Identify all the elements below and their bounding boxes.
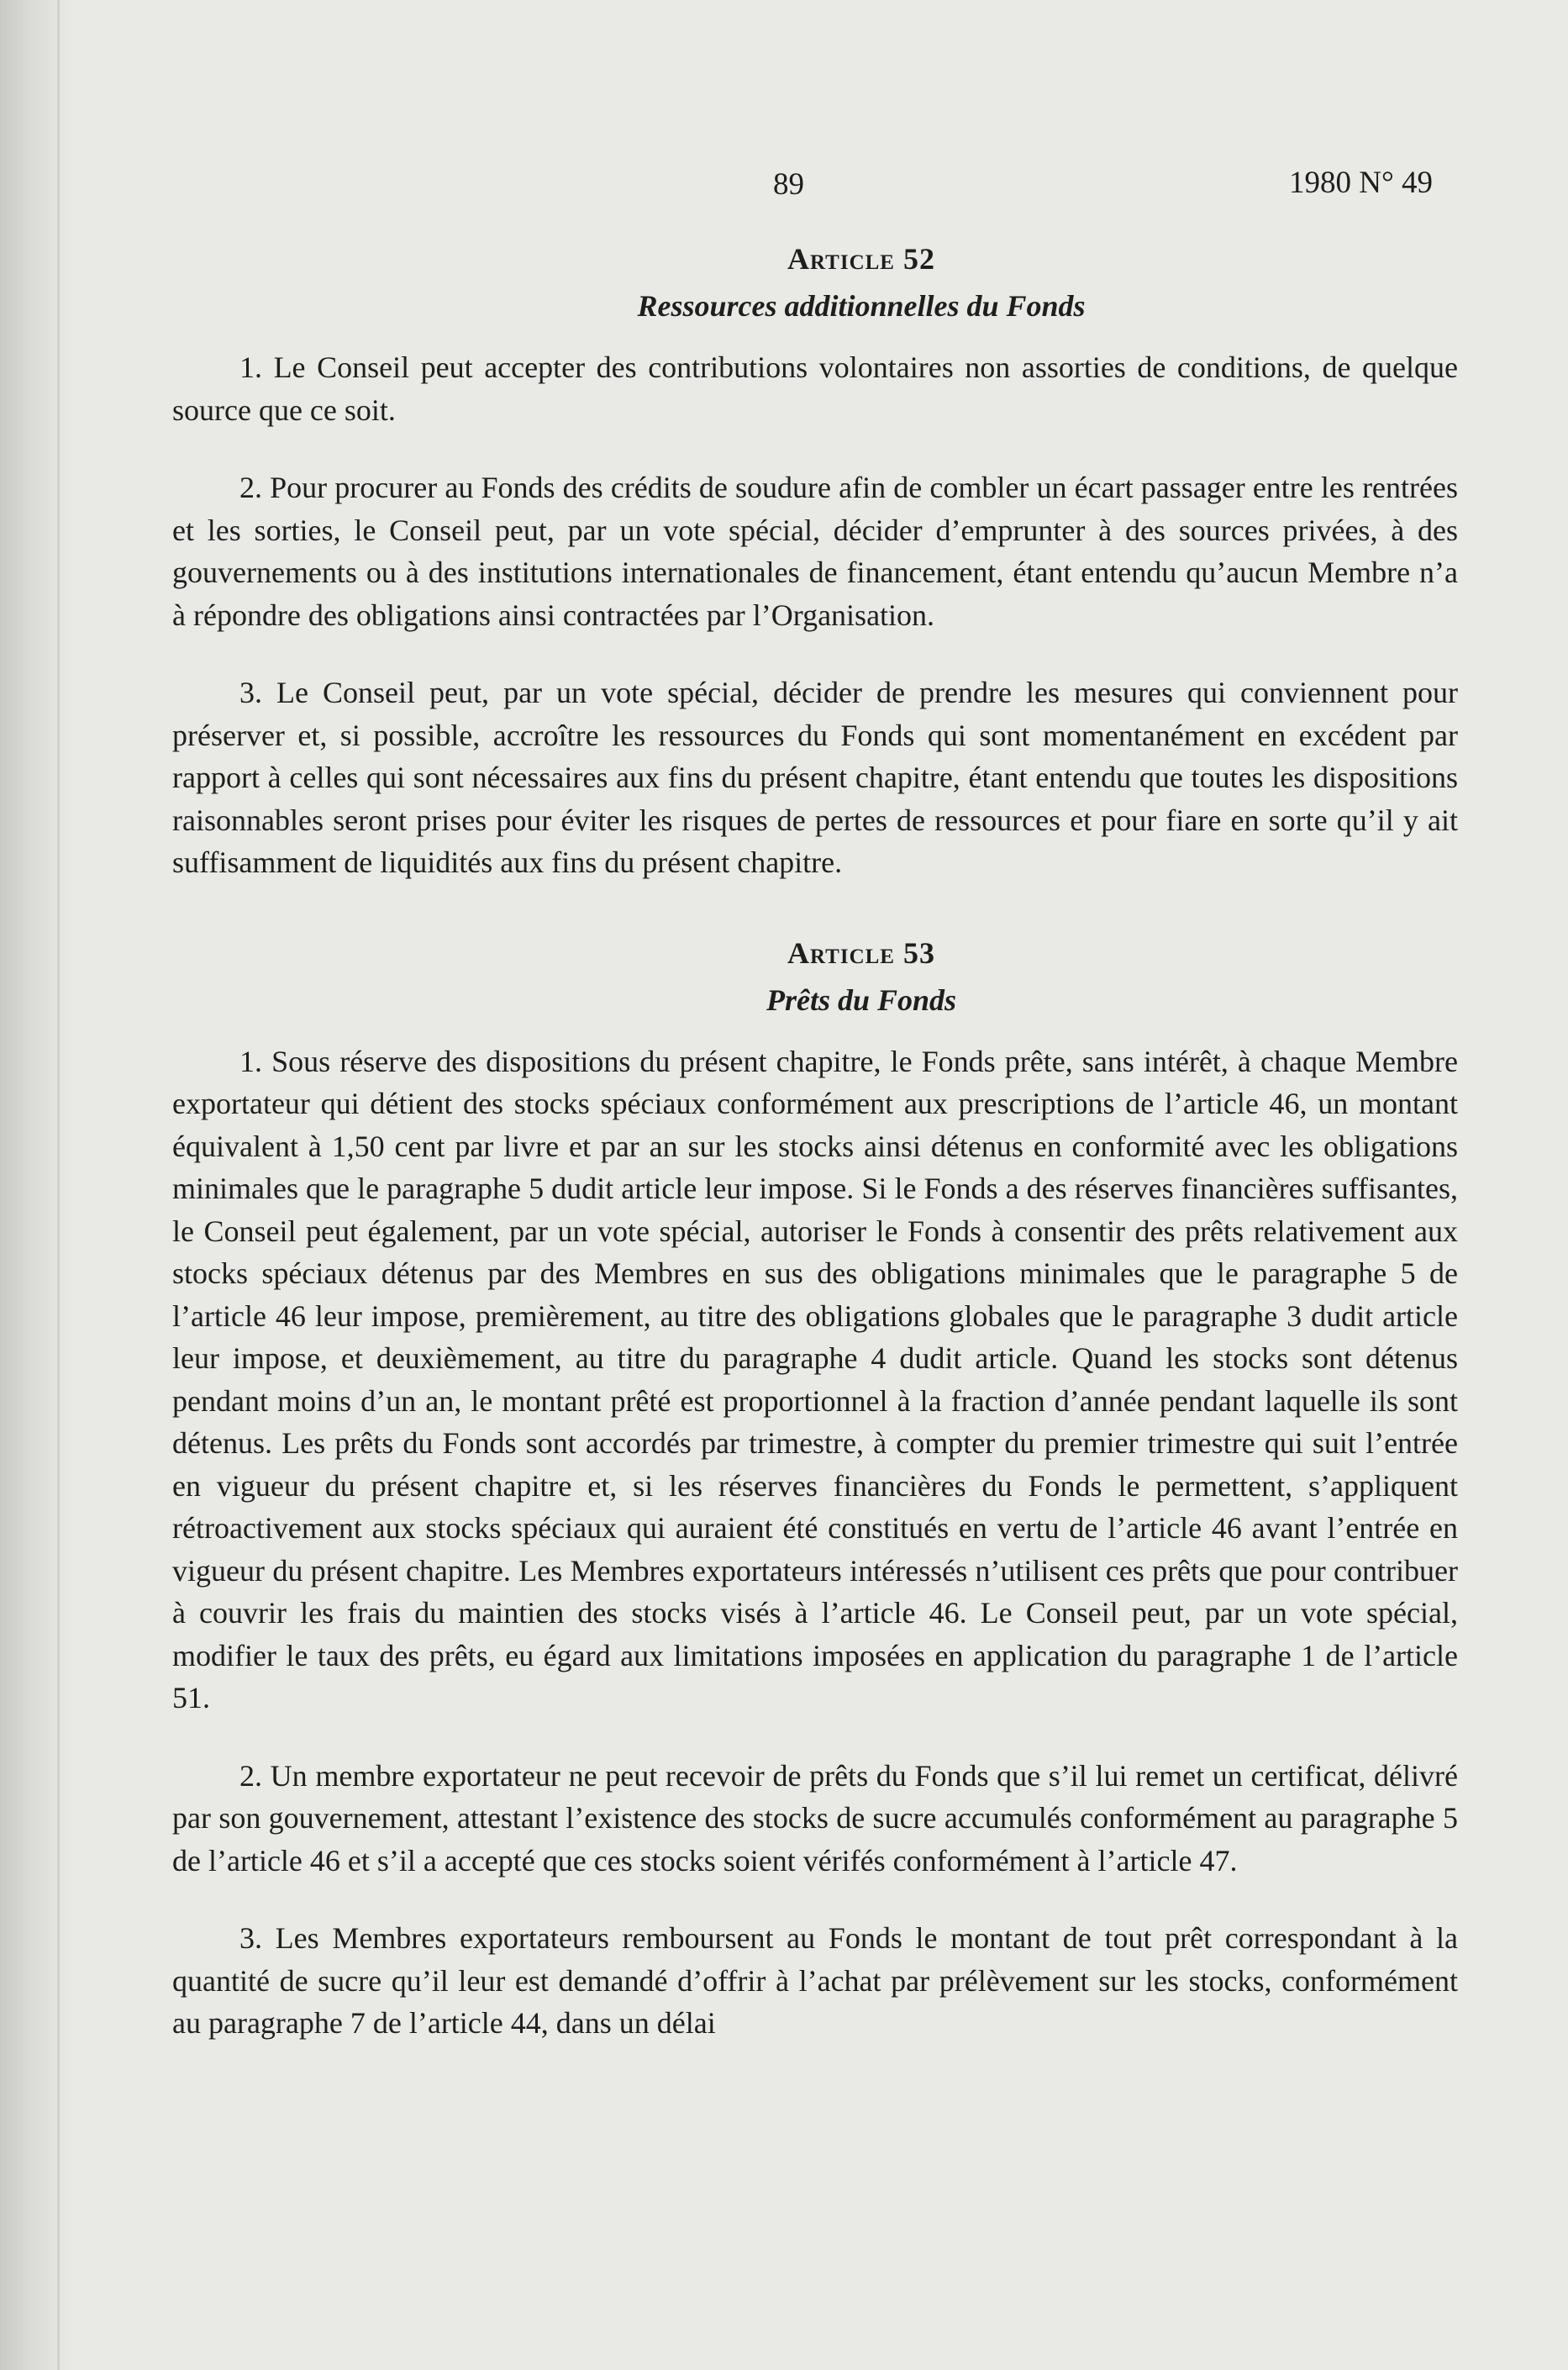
paragraph: 1. Sous réserve des dispositions du présent chapitre, le Fonds prête, sans intérêt, à chaque Membre exportateur qui détient des stocks spéciaux conformément aux prescriptions de l’article 46, un montant équivalent à 1,50 cent par livre et par an sur les stocks ainsi détenus en conformité avec les obligations minimales que le paragraphe 5 dudit article leur impose. Si le Fonds a des réserves financières suffisantes, le Conseil peut également, par un vote spécial, autoriser le Fonds à consentir des prêts relativement aux stocks spéciaux détenus par des Membres en sus des obligations minimales que le paragraphe 5 de l’article 46 leur impose, premièrement, au titre des obligations globales que le paragraphe 3 dudit article leur impose, et deuxièmement, au titre du paragraphe 4 dudit article. Quand les stocks sont détenus pendant moins d’un an, le montant prêté est proportionnel à la fraction d’année pendant laquelle ils sont détenus. Les prêts du Fonds sont accordés par trimestre, à compter du premier trimestre qui suit l’entrée en vigueur du présent chapitre et, si les réserves financières du Fonds le permettent, s’appliquent rétroactivement aux stocks spéciaux qui auraient été constitués en vertu de l’article 46 avant l’entrée en vigueur du présent chapitre. Les Membres exportateurs intéressés n’utilisent ces prêts que pour contribuer à couvrir les frais du maintien des stocks visés à l’article 46. Le Conseil peut, par un vote spécial, modifier le taux des prêts, eu égard aux limitations imposées en application du paragraphe 1 de l’article 51.	[172, 1044, 1458, 1714]
paragraph: 2. Un membre exportateur ne peut recevoir de prêts du Fonds que s’il lui remet un certificat, délivré par son gouvernement, attestant l’existence des stocks de sucre accumulés conformément au paragraphe 5 de l’article 46 et s’il a accepté que ces stocks soient vérifés conformément à l’article 47.	[172, 1758, 1458, 1878]
binding-gutter-line	[57, 0, 60, 2370]
document-page	[172, 143, 1458, 2294]
paragraph: 3. Le Conseil peut, par un vote spécial, décider de prendre les mesures qui conviennent pour préserver et, si possible, accroître les ressources du Fonds qui sont momentanément en excédent par rapport à celles qui sont nécessaires aux fins du présent chapitre, étant entendu que toutes les dispositions raisonnables seront prises pour éviter les risques de pertes de ressources et pour fiare en sorte qu’il y ait suffisamment de liquidités aux fins du présent chapitre.	[172, 676, 1458, 879]
document-reference: 1980 N° 49	[1288, 166, 1433, 200]
running-header	[172, 155, 1458, 205]
paragraph: 2. Pour procurer au Fonds des crédits de soudure afin de combler un écart passager entre les rentrées et les sorties, le Conseil peut, par un vote spécial, décider d’emprunter à des sources privées, à des gouvernements ou à des institutions internationales de financement, étant entendu qu’aucun Membre n’a à répondre des obligations ainsi contractées par l’Organisation.	[172, 471, 1458, 632]
article-subtitle: Prêts du Fonds	[766, 982, 957, 1017]
article-title: Article 52	[787, 242, 935, 276]
binding-gutter-shadow	[0, 0, 76, 2370]
article-52	[172, 237, 1458, 884]
article-subtitle: Ressources additionnelles du Fonds	[637, 289, 1086, 323]
page-content	[172, 237, 1458, 2045]
paragraph: 1. Le Conseil peut accepter des contributions volontaires non assorties de conditions, de quelque source que ce soit.	[172, 350, 1458, 427]
page-number: 89	[773, 167, 804, 202]
paragraph: 3. Les Membres exportateurs remboursent au Fonds le montant de tout prêt correspondant à la quantité de sucre qu’il leur est demandé d’offrir à l’achat par prélèvement sur les stocks, conformément au paragraphe 7 de l’article 44, dans un délai	[172, 1921, 1458, 2040]
article-53	[172, 931, 1458, 2045]
article-title: Article 53	[787, 935, 935, 970]
